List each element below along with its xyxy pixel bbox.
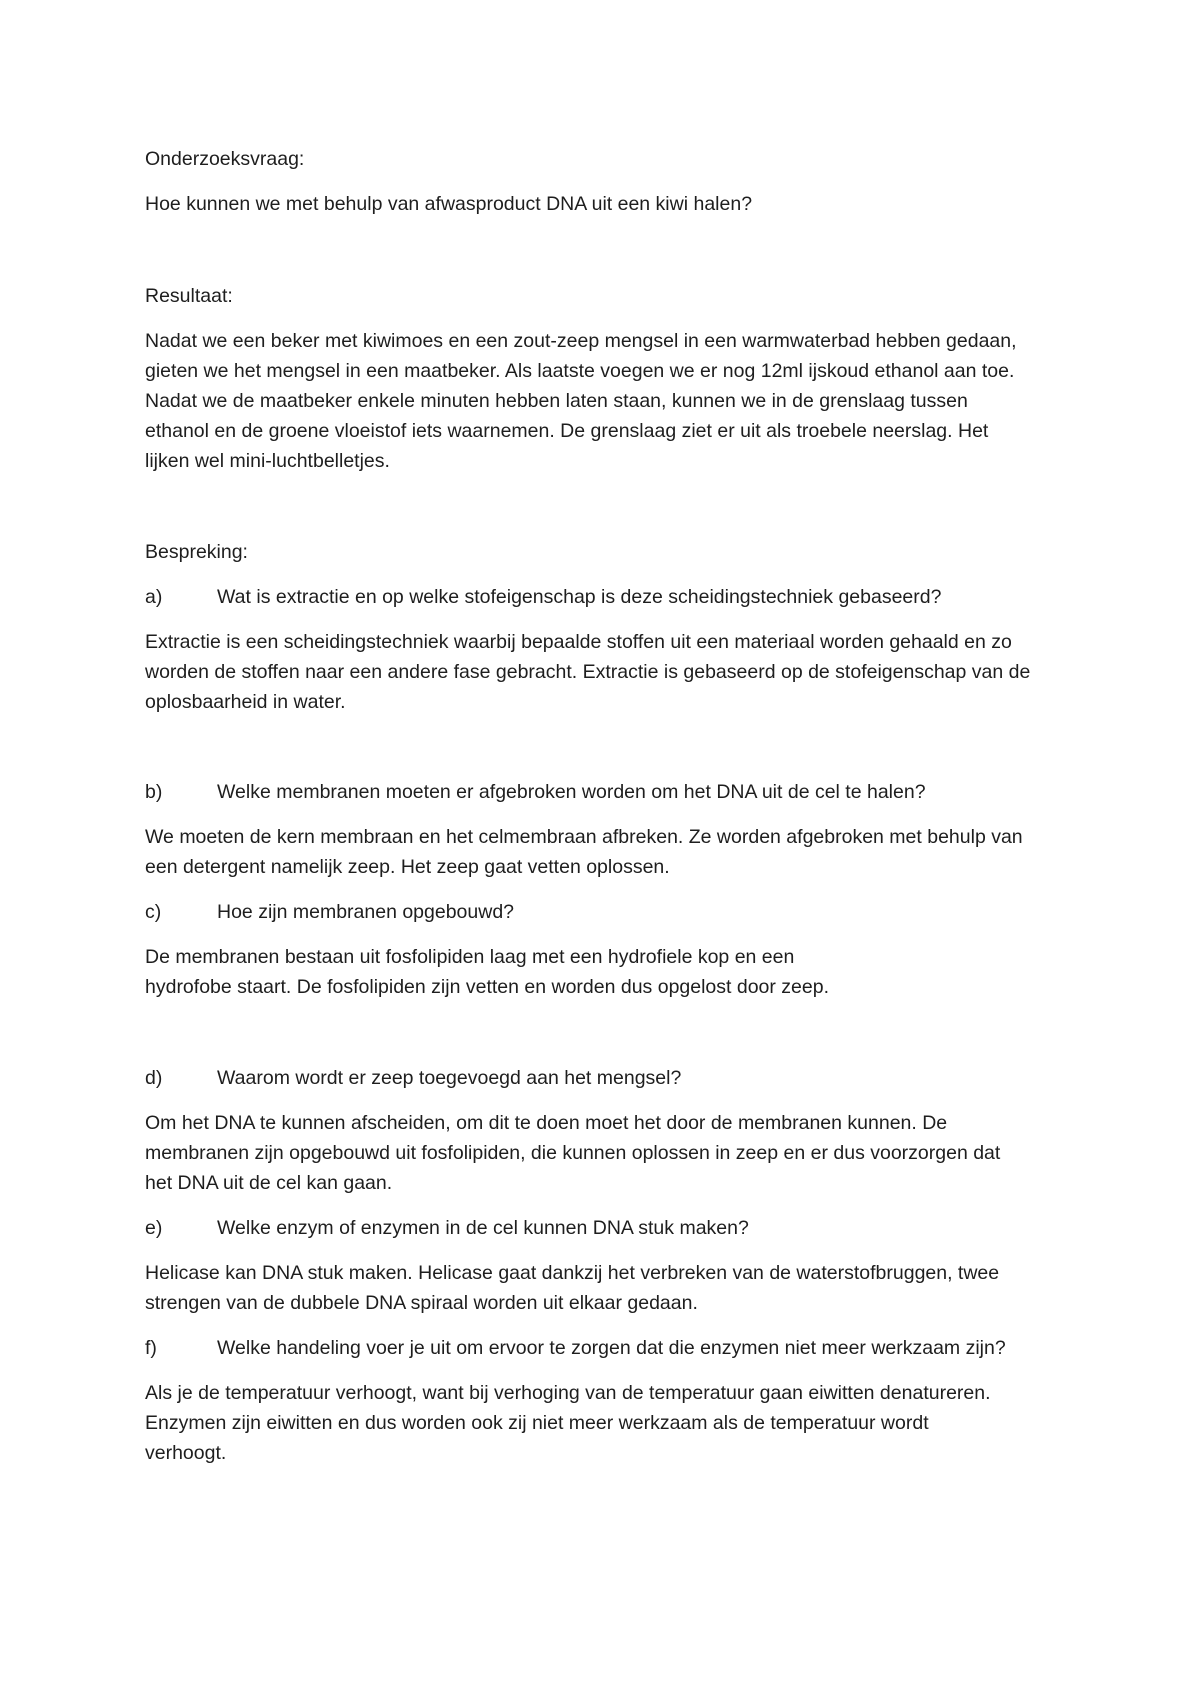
answer-line: hydrofobe staart. De fosfolipiden zijn vetten en worden dus opgelost door zeep.	[145, 976, 830, 998]
answer-line: strengen van de dubbele DNA spiraal worden uit elkaar gedaan.	[145, 1292, 698, 1314]
question-letter: e)	[145, 1217, 163, 1239]
answer-a	[145, 627, 1075, 717]
result-line: gieten we het mengsel in een maatbeker. Als laatste voegen we er nog 12ml ijskoud ethanol aan toe.	[145, 360, 1015, 382]
result-line: Nadat we een beker met kiwimoes en een zout-zeep mengsel in een warmwaterbad hebben gedaan,	[145, 330, 1017, 352]
question-a	[145, 582, 1075, 612]
result-line: lijken wel mini-luchtbelletjes.	[145, 450, 390, 472]
result-line: ethanol en de groene vloeistof iets waarnemen. De grenslaag ziet er uit als troebele neerslag. Het	[145, 420, 989, 442]
answer-e	[145, 1258, 1075, 1318]
answer-line: Helicase kan DNA stuk maken. Helicase gaat dankzij het verbreken van de waterstofbruggen, twee	[145, 1262, 1000, 1284]
question-d	[145, 1063, 1075, 1093]
result-paragraph	[145, 326, 1075, 476]
heading-bespreking: Bespreking:	[145, 541, 248, 563]
result-line: Nadat we de maatbeker enkele minuten hebben laten staan, kunnen we in de grenslaag tussen	[145, 390, 968, 412]
research-question: Hoe kunnen we met behulp van afwasproduct DNA uit een kiwi halen?	[145, 193, 753, 215]
answer-line: worden de stoffen naar een andere fase gebracht. Extractie is gebaseerd op de stofeigenschap van de	[145, 661, 1031, 683]
question-text: Welke enzym of enzymen in de cel kunnen DNA stuk maken?	[217, 1217, 749, 1239]
question-letter: f)	[145, 1337, 157, 1359]
question-text: Hoe zijn membranen opgebouwd?	[217, 901, 515, 923]
question-letter: b)	[145, 781, 163, 803]
answer-line: Om het DNA te kunnen afscheiden, om dit te doen moet het door de membranen kunnen. De	[145, 1112, 948, 1134]
answer-line: oplosbaarheid in water.	[145, 691, 346, 713]
answer-line: De membranen bestaan uit fosfolipiden laag met een hydrofiele kop en een	[145, 946, 795, 968]
question-letter: c)	[145, 901, 162, 923]
question-letter: a)	[145, 586, 163, 608]
question-e	[145, 1213, 1075, 1243]
answer-f	[145, 1378, 1075, 1468]
question-letter: d)	[145, 1067, 163, 1089]
answer-line: het DNA uit de cel kan gaan.	[145, 1172, 393, 1194]
answer-line: Extractie is een scheidingstechniek waarbij bepaalde stoffen uit een materiaal worden gehaald en zo	[145, 631, 1012, 653]
question-text: Welke handeling voer je uit om ervoor te zorgen dat die enzymen niet meer werkzaam zijn?	[217, 1337, 1006, 1359]
question-b	[145, 777, 1075, 807]
question-f	[145, 1333, 1075, 1363]
answer-c	[145, 942, 1075, 1002]
question-text: Wat is extractie en op welke stofeigenschap is deze scheidingstechniek gebaseerd?	[217, 586, 942, 608]
question-text: Welke membranen moeten er afgebroken worden om het DNA uit de cel te halen?	[217, 781, 926, 803]
answer-line: verhoogt.	[145, 1442, 227, 1464]
document-page	[145, 0, 1075, 1698]
answer-line: We moeten de kern membraan en het celmembraan afbreken. Ze worden afgebroken met behulp van	[145, 826, 1023, 848]
question-text: Waarom wordt er zeep toegevoegd aan het mengsel?	[217, 1067, 682, 1089]
answer-line: Als je de temperatuur verhoogt, want bij verhoging van de temperatuur gaan eiwitten denatureren.	[145, 1382, 991, 1404]
heading-resultaat: Resultaat:	[145, 285, 233, 307]
answer-d	[145, 1108, 1075, 1198]
answer-line: Enzymen zijn eiwitten en dus worden ook zij niet meer werkzaam als de temperatuur wordt	[145, 1412, 929, 1434]
question-c	[145, 897, 1075, 927]
heading-onderzoeksvraag: Onderzoeksvraag:	[145, 148, 305, 170]
answer-b	[145, 822, 1075, 882]
answer-line: een detergent namelijk zeep. Het zeep gaat vetten oplossen.	[145, 856, 670, 878]
answer-line: membranen zijn opgebouwd uit fosfolipiden, die kunnen oplossen in zeep en er dus voorzorgen dat	[145, 1142, 1001, 1164]
